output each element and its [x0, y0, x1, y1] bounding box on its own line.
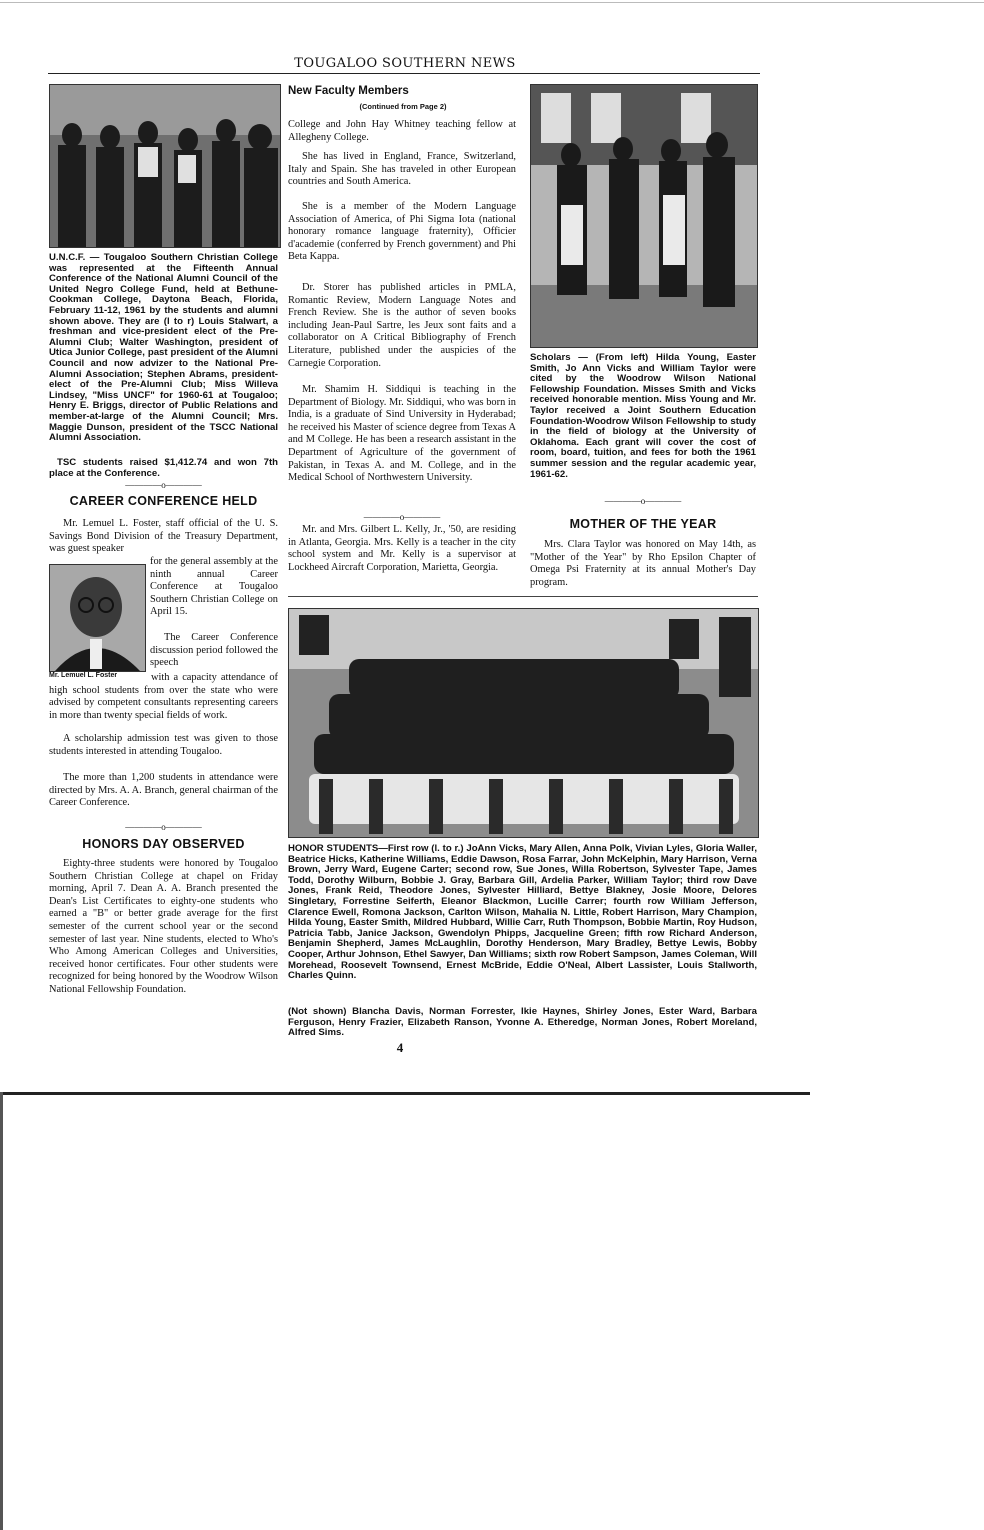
faculty-paragraph: She has lived in England, France, Switzerland, Italy and Spain. She has traveled in other European countries and South America.: [288, 151, 516, 188]
mother-of-the-year-heading: MOTHER OF THE YEAR: [569, 517, 717, 531]
uncf-note: TSC students raised $1,412.74 and won 7th place at the Conference.: [49, 457, 278, 479]
scholars-photo: [530, 84, 758, 348]
career-paragraph: for the general assembly at the ninth annual Career Conference at Tougaloo Southern Christian College on April 15.: [150, 556, 278, 618]
honors-day-heading: HONORS DAY OBSERVED: [82, 837, 245, 851]
faculty-paragraph: She is a member of the Modern Language Association of America, of Phi Sigma Iota (national honorary romance language fraternity), Officier d'academie (conferred by French government) and Phi Beta Kappa.: [288, 201, 516, 263]
honors-paragraph: Eighty-three students were honored by Tougaloo Southern Christian College at chapel on Friday morning, April 7. Dean A. A. Branch presented the Dean's List Certificates to eighty-one students who earned a "B" or better grade average for the first semester of the current school year or the second semester of last year. Nine students, elected to Who's Who Among American Colleges and Universities, received honor certificates. Four other students were recognized for being honored by the Woodrow Wilson National Fellowship Foundation.: [49, 858, 278, 995]
masthead: TOUGALOO SOUTHERN NEWS: [294, 56, 516, 71]
honor-students-photo: [288, 608, 759, 838]
separator: ————o————: [125, 822, 202, 832]
career-paragraph: A scholarship admission test was given to those students interested in attending Tougaloo.: [49, 733, 278, 757]
faculty-paragraph: College and John Hay Whitney teaching fellow at Allegheny College.: [288, 119, 516, 143]
career-paragraph: Mr. Lemuel L. Foster, staff official of the U. S. Savings Bond Division of the Treasury Department, was guest speaker: [49, 518, 278, 555]
mother-paragraph: Mrs. Clara Taylor was honored on May 14th, as "Mother of the Year" by Rho Epsilon Chapter of Omega Psi Fraternity at its annual Mother's Day program.: [530, 539, 756, 588]
column-rule: [288, 596, 758, 597]
continued-note: (Continued from Page 2): [359, 102, 447, 111]
foster-caption: Mr. Lemuel L. Foster: [49, 672, 118, 679]
uncf-caption: U.N.C.F. — Tougaloo Southern Christian College was represented at the Fifteenth Annual Conference of the National Alumni Council of the United Negro College Fund, held at Bethune-Cookman College, Daytona Beach, Florida, February 11-12, 1961 by the students and alumni shown above. They are (l to r) Louis Stalwart, a freshman and vice-president elect of the Pre-Alumni Club; Walter Washington, president of Utica Junior College, past president of the Alumni Council and now advizer to the National Pre-Alumni Association; Stephen Abrams, president-elect of the Pre-Alumni Club; Miss Willeva Lindsey, "Miss UNCF" for 1960-61 at Tougaloo; Henry E. Briggs, director of Public Relations and member-at-large of the Alumni Council; Mrs. Maggie Dunson, president of the TSCC National Alumni Association.: [49, 252, 278, 444]
not-shown-caption: (Not shown) Blancha Davis, Norman Forrester, Ikie Haynes, Shirley Jones, Ester Ward, Barbara Ferguson, Henry Frazier, Elizabeth Ranson, Yvonne A. Etheredge, Norman Jones, Robert Moreland, Alfred Sims.: [288, 1006, 757, 1039]
scan-bottom-edge: [0, 1092, 810, 1095]
career-conference-heading: CAREER CONFERENCE HELD: [69, 494, 258, 508]
scan-bottom-edge-fold: [0, 1092, 3, 1530]
separator: ————o————: [363, 512, 441, 522]
separator: ————o————: [125, 480, 202, 490]
uncf-photo: [49, 84, 281, 248]
kelly-paragraph: Mr. and Mrs. Gilbert L. Kelly, Jr., '50, are residing in Atlanta, Georgia. Mrs. Kelly is a teacher in the city school system and Mr. Kelly is a supervisor at Lockheed Aircraft Corporation, Marietta, Georgia.: [288, 524, 516, 573]
separator: ————o————: [604, 496, 682, 506]
scan-top-edge: [0, 2, 984, 3]
faculty-paragraph: Dr. Storer has published articles in PMLA, Romantic Review, Modern Language Notes and French Review. She is the author of seven books including Jean-Paul Sartre, les Jeux sont faits and a collaborator on A Critical Bibliography of French Literature, published under the auspicies of the Carnegie Corporation.: [288, 282, 516, 369]
faculty-paragraph: Mr. Shamim H. Siddiqui is teaching in the Department of Biology. Mr. Siddiqui, who was born in India, is a graduate of Sind University in Hyderabad; he received his Master of science degree from Texas A and M College. He has been a research assistant in the Department of Agriculture of the government of Pakistan, in Texas A. and M. College, and in the Medical School of Northwestern University.: [288, 384, 516, 484]
career-paragraph: The Career Conference discussion period followed the speech: [150, 632, 278, 669]
honor-students-caption: HONOR STUDENTS—First row (l. to r.) JoAnn Vicks, Mary Allen, Anna Polk, Vivian Lyles, Gloria Waller, Beatrice Hicks, Katherine Williams, Eddie Dawson, Rosa Farrar, John McKelphin, Mary Harrison, Verna Brown, Jerry Ward, Eugene Carter; second row, Sue Jones, Willa Robertson, Sylvester Tape, James Todd, Dorothy Wilburn, Bobbie J. Gray, Barbara Gill, Ardelia Parker, William Taylor; third row Dave Jones, Frank Reid, Theodore Jones, Sylvester Hilliard, Bettye Blakney, Josie Moore, Delores Singletary, Forrestine Seiferth, Eleanor Blackmon, Lucille Carrer; fourth row William Jefferson, Clarence Ewell, Romona Jackson, Carlton Wilson, Mahalia N. Little, Robert Harrison, Mary Champion, Hilda Young, Easter Smith, Mildred Hubbard, Willie Carr, Ruth Thompson, Bobbie Martin, Roy Hudson, Patricia Tabb, Janice Jackson, Gwendolyn Phipps, Jacqueline Green; fifth row Richard Anderson, Benjamin Shepherd, James McLaughlin, Dorothy Henderson, Mary Bradley, Bettye Lewis, Bobby Cooper, Arthur Johnson, Ethel Sawyer, Dan Williams; sixth row Robert Sampson, James Coleman, Will Morehead, Roosevelt Townsend, Ernest McBride, Eddie O'Neal, Albert Lassister, Louis Stallworth, Charles Quinn.: [288, 843, 757, 982]
page-number: 4: [396, 1040, 404, 1055]
foster-portrait: [49, 564, 146, 672]
new-faculty-heading: New Faculty Members: [288, 85, 409, 97]
scholars-caption: Scholars — (From left) Hilda Young, Easter Smith, Jo Ann Vicks and William Taylor were cited by the Woodrow Wilson National Fellowship Foundation. Misses Smith and Vicks received honorable mention. Miss Young and Mr. Taylor received a Joint Southern Education Foundation-Woodrow Wilson Fellowship to study in the field of biology at the University of Oklahoma. Each grant will cover the cost of room, board, tuition, and fees for both the 1961 summer session and the regular academic year, 1961-62.: [530, 352, 756, 480]
career-paragraph: The more than 1,200 students in attendance were directed by Mrs. A. A. Branch, general chairman of the Career Conference.: [49, 772, 278, 809]
career-paragraph: with a capacity attendance of high school students from over the state who were advised by competent consultants representing careers in more than twenty special fields of work.: [49, 672, 278, 721]
masthead-rule: [48, 73, 760, 74]
